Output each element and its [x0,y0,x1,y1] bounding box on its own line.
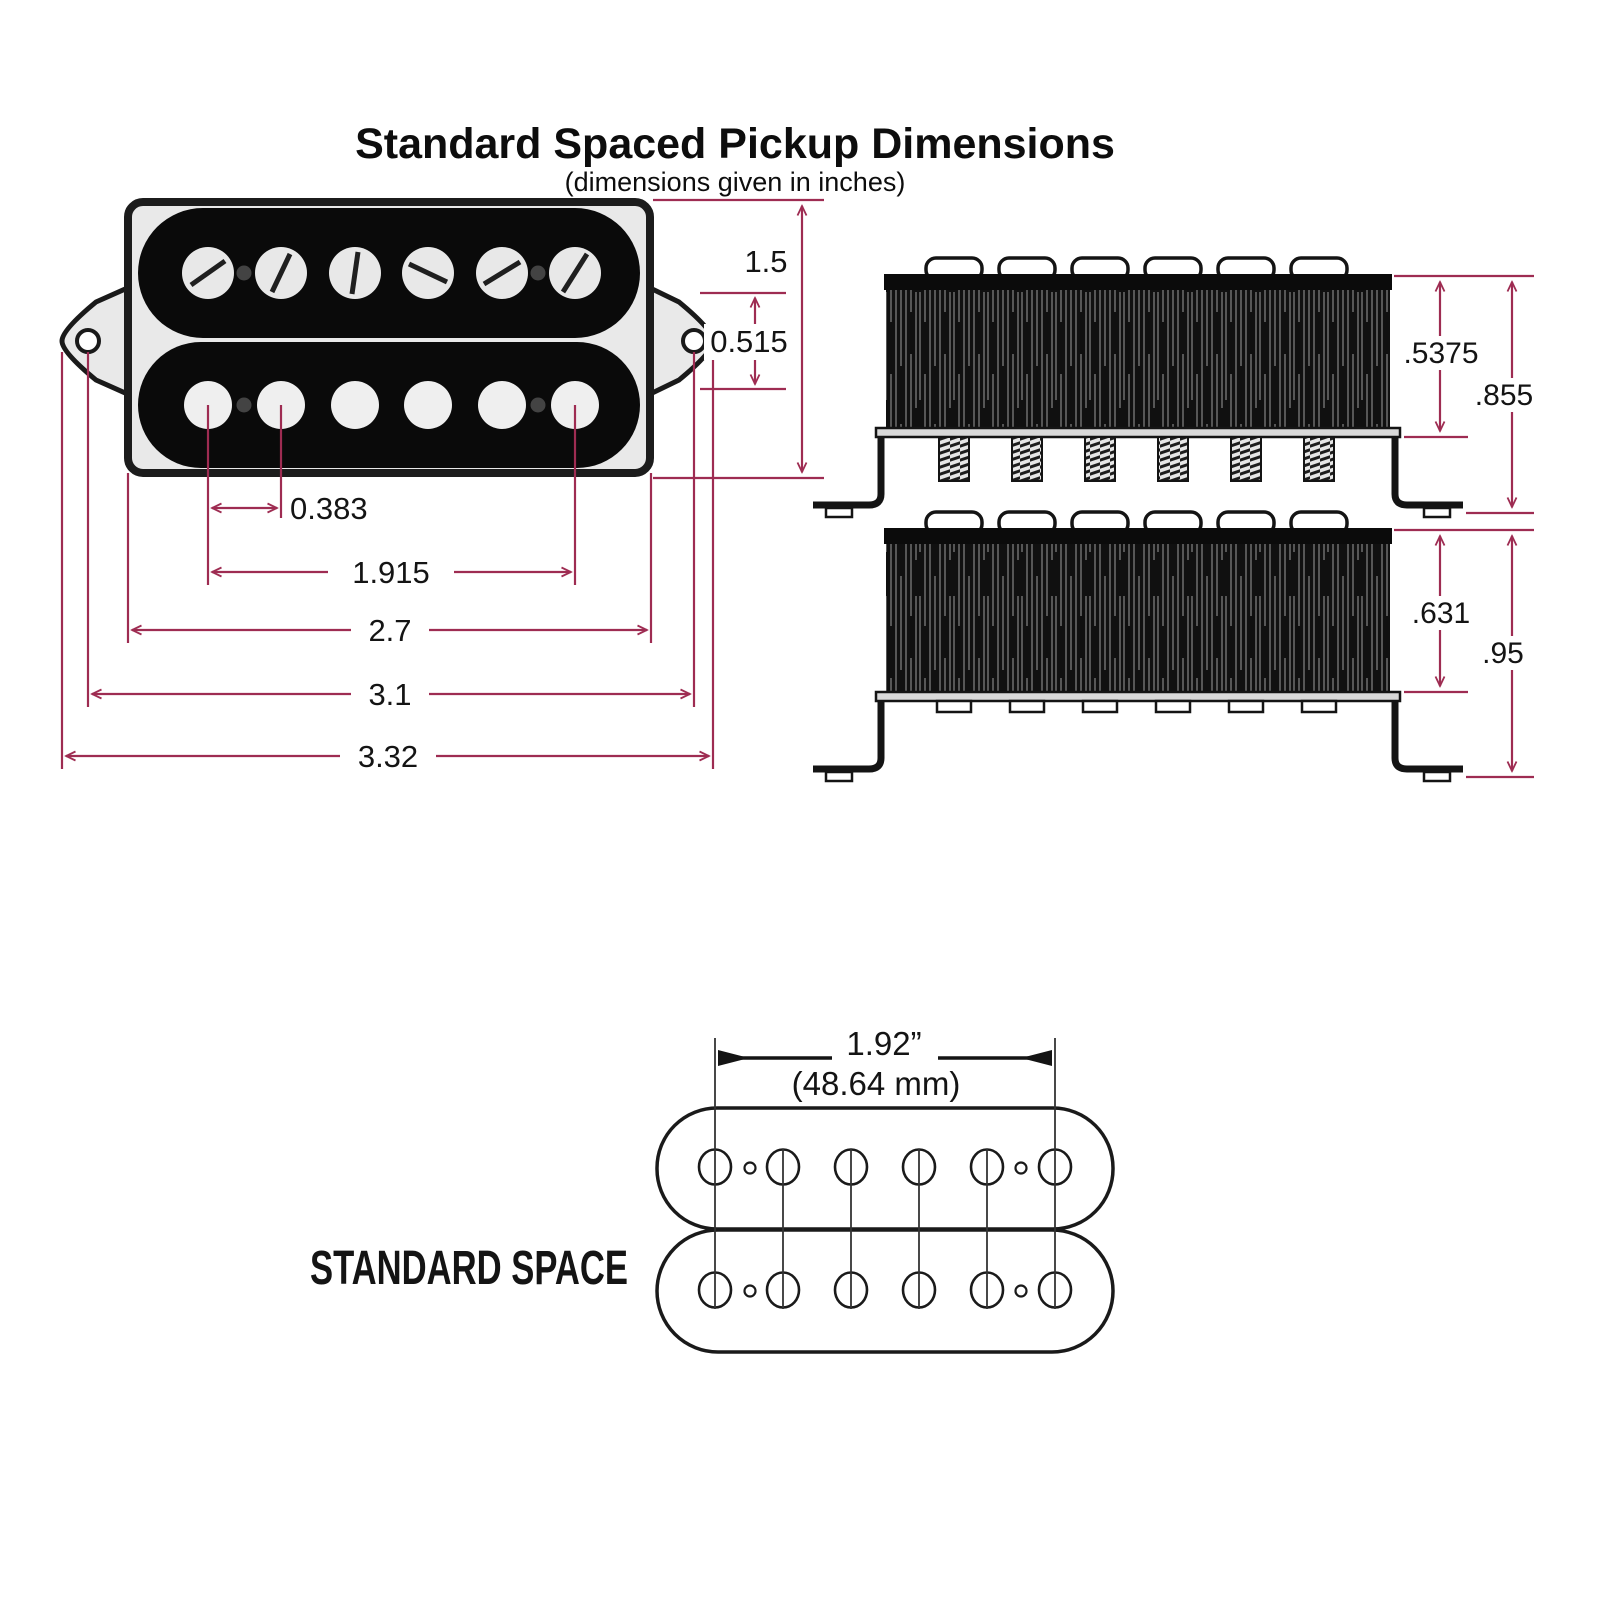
leg-foot-nub-right [1424,508,1450,517]
side-view-screw [813,258,1463,517]
spacing-inches-label: 1.92” [846,1025,922,1062]
dim-screw-overall-height-label: .855 [1474,379,1534,412]
coil-body [886,530,1390,692]
dim-pole-span-label: 1.915 [352,555,430,590]
diagram-title: Standard Spaced Pickup Dimensions [355,120,1115,168]
dim-screw-coil-height-label: .5375 [1403,337,1479,370]
mounting-leg-left [813,437,881,505]
spacing-mm-label: (48.64 mm) [791,1065,961,1102]
dim-slug-overall-height-label: .95 [1482,637,1524,670]
pickup-top-view [62,202,713,473]
dim-overall-width-label: 3.32 [357,739,419,774]
leg-foot-nub-right [1424,772,1450,781]
dim-ear-height-label: 0.515 [710,324,788,359]
mount-hole-right [683,330,705,352]
coil-top-bar [884,528,1392,544]
baseplate-bar [876,428,1400,437]
mounting-leg-right [1395,701,1463,769]
coil-body [886,276,1390,428]
dim-height-label: 1.5 [744,244,788,279]
diagram-subtitle: (dimensions given in inches) [564,167,906,197]
standard-space-view [310,1025,1113,1352]
dim-pole-gap-label: 0.383 [290,491,368,526]
pole-nubs [937,701,1336,712]
baseplate-bar [876,692,1400,701]
dim-mount-hole-span-label: 3.1 [368,677,412,712]
mount-hole-left [77,330,99,352]
mounting-leg-right [1395,437,1463,505]
standard-space-label: STANDARD SPACE [310,1242,628,1295]
dim-slug-coil-height-label: .631 [1411,597,1471,630]
dim-body-width-label: 2.7 [368,613,412,648]
leg-foot-nub-left [826,508,852,517]
coil-top-bar [884,274,1392,290]
side-view-slug [813,512,1463,781]
leg-foot-nub-left [826,772,852,781]
mounting-leg-left [813,701,881,769]
pole-screws [939,437,1334,481]
